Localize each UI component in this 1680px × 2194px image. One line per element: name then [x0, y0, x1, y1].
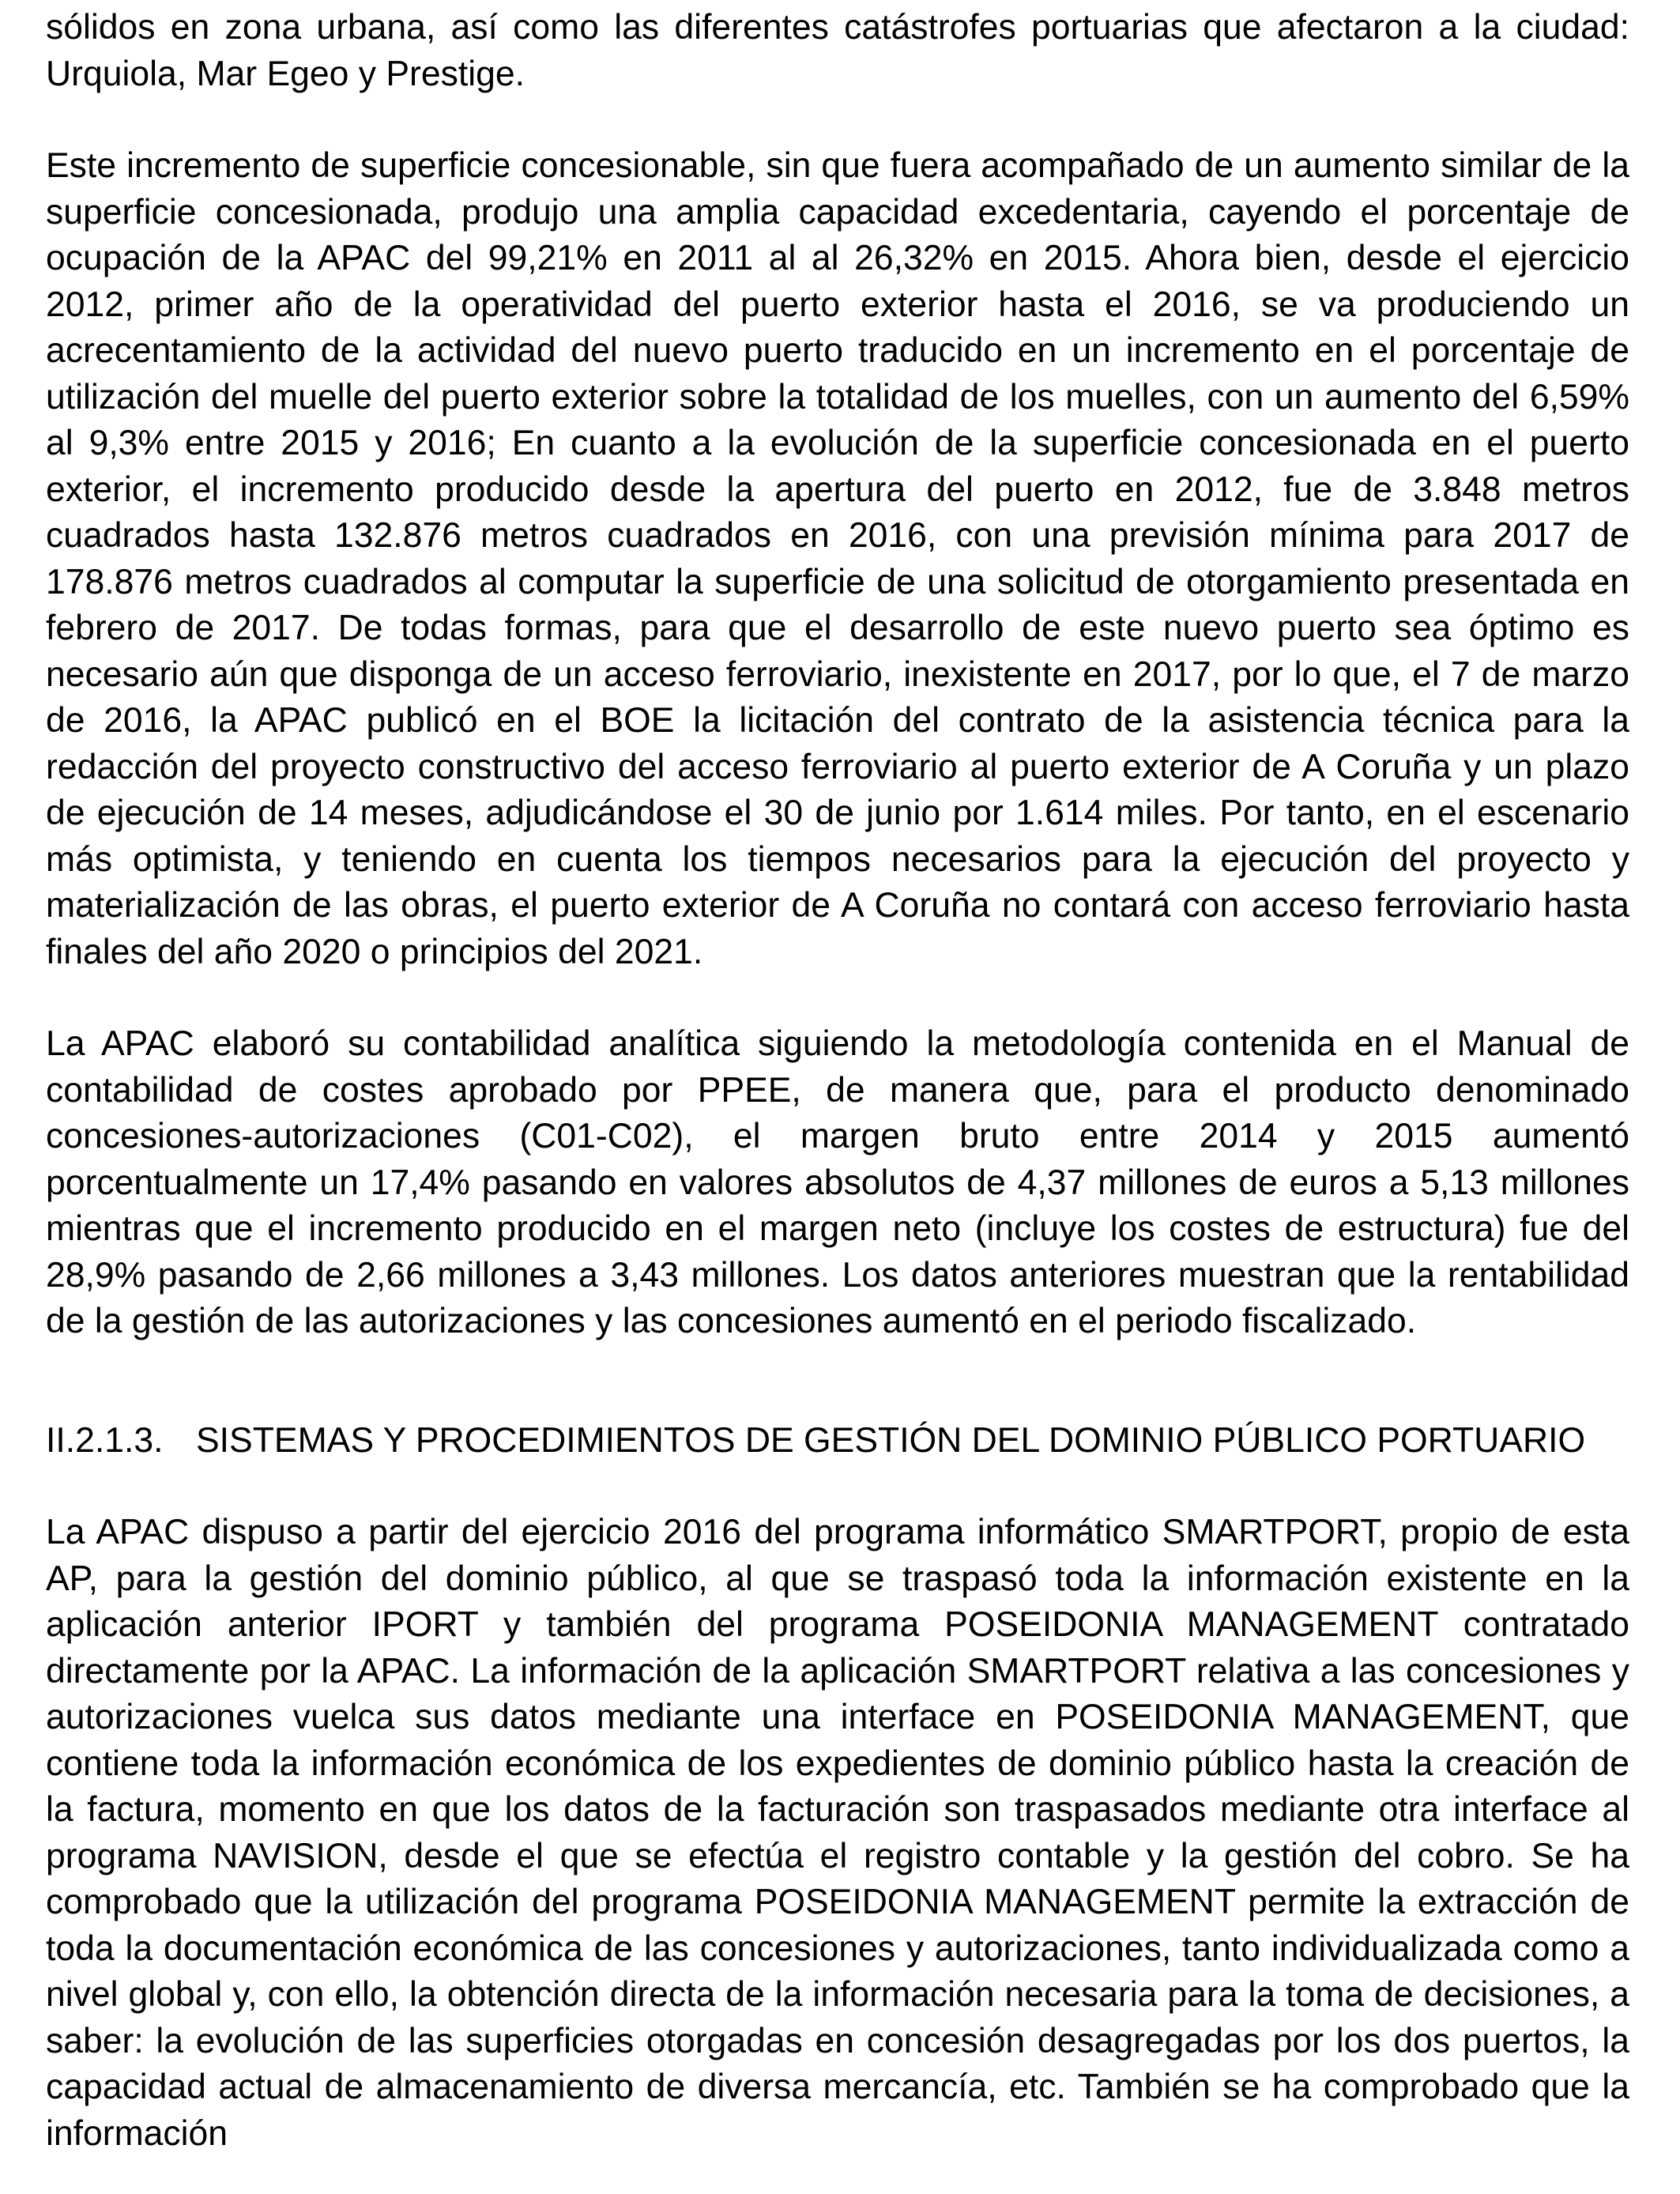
section-number: II.2.1.3. — [46, 1420, 164, 1460]
paragraph-management-systems: La APAC dispuso a partir del ejercicio 2016 del programa informático SMARTPORT, propio de esta AP, para la gestión del dominio público, al que se traspasó toda la información existente en la aplicación anterior IPORT y también del programa POSEIDONIA MANAGEMENT contratado directamente por la APAC. La información de la aplicación SMARTPORT relativa a las concesiones y autorizaciones vuelca sus datos mediante una interface en POSEIDONIA MANAGEMENT, que contiene toda la información económica de los expedientes de dominio público hasta la creación de la factura, momento en que los datos de la facturación son traspasados mediante otra interface al programa NAVISION, desde el que se efectúa el registro contable y la gestión del cobro. Se ha comprobado que la utilización del programa POSEIDONIA MANAGEMENT permite la extracción de toda la documentación económica de las concesiones y autorizaciones, tanto individualizada como a nivel global y, con ello, la obtención directa de la información necesaria para la toma de decisiones, a saber: la evolución de las superficies otorgadas en concesión desagregadas por los dos puertos, la capacidad actual de almacenamiento de diversa mercancía, etc. También se ha comprobado que la información — [46, 1513, 1629, 2153]
paragraph-port-catastrophes: sólidos en zona urbana, así como las diferentes catástrofes portuarias que afectaron a la ciudad: Urquiola, Mar Egeo y Prestige. — [46, 8, 1629, 93]
paragraph-cost-accounting: La APAC elaboró su contabilidad analítica siguiendo la metodología contenida en el Manual de contabilidad de costes aprobado por PPEE, de manera que, para el producto denominado concesiones-autorizaciones (C01-C02), el margen bruto entre 2014 y 2015 aumentó porcentualmente un 17,4% pasando en valores absolutos de 4,37 millones de euros a 5,13 millones mientras que el incremento producido en el margen neto (incluye los costes de estructura) fue del 28,9% pasando de 2,66 millones a 3,43 millones. Los datos anteriores muestran que la rentabilidad de la gestión de las autorizaciones y las concesiones aumentó en el periodo fiscalizado. — [46, 1024, 1629, 1340]
paragraph-concession-surface: Este incremento de superficie concesionable, sin que fuera acompañado de un aumento similar de la superficie concesionada, produjo una amplia capacidad excedentaria, cayendo el porcentaje de ocupación de la APAC del 99,21% en 2011 al al 26,32% en 2015. Ahora bien, desde el ejercicio 2012, primer año de la operatividad del puerto exterior hasta el 2016, se va produciendo un acrecentamiento de la actividad del nuevo puerto traducido en un incremento en el porcentaje de utilización del muelle del puerto exterior sobre la totalidad de los muelles, con un aumento del 6,59% al 9,3% entre 2015 y 2016; En cuanto a la evolución de la superficie concesionada en el puerto exterior, el incremento producido desde la apertura del puerto en 2012, fue de 3.848 metros cuadrados hasta 132.876 metros cuadrados en 2016, con una previsión mínima para 2017 de 178.876 metros cuadrados al computar la superficie de una solicitud de otorgamiento presentada en febrero de 2017. De todas formas, para que el desarrollo de este nuevo puerto sea óptimo es necesario aún que disponga de un acceso ferroviario, inexistente en 2017, por lo que, el 7 de marzo de 2016, la APAC publicó en el BOE la licitación del contrato de la asistencia técnica para la redacción del proyecto constructivo del acceso ferroviario al puerto exterior de A Coruña y un plazo de ejecución de 14 meses, adjudicándose el 30 de junio por 1.614 miles. Por tanto, en el escenario más optimista, y teniendo en cuenta los tiempos necesarios para la ejecución del proyecto y materialización de las obras, el puerto exterior de A Coruña no contará con acceso ferroviario hasta finales del año 2020 o principios del 2021. — [46, 146, 1629, 971]
section-title: SISTEMAS Y PROCEDIMIENTOS DE GESTIÓN DEL DOMINIO PÚBLICO PORTUARIO — [196, 1420, 1586, 1460]
section-heading — [46, 1418, 1629, 1465]
document-page — [46, 0, 1629, 2157]
